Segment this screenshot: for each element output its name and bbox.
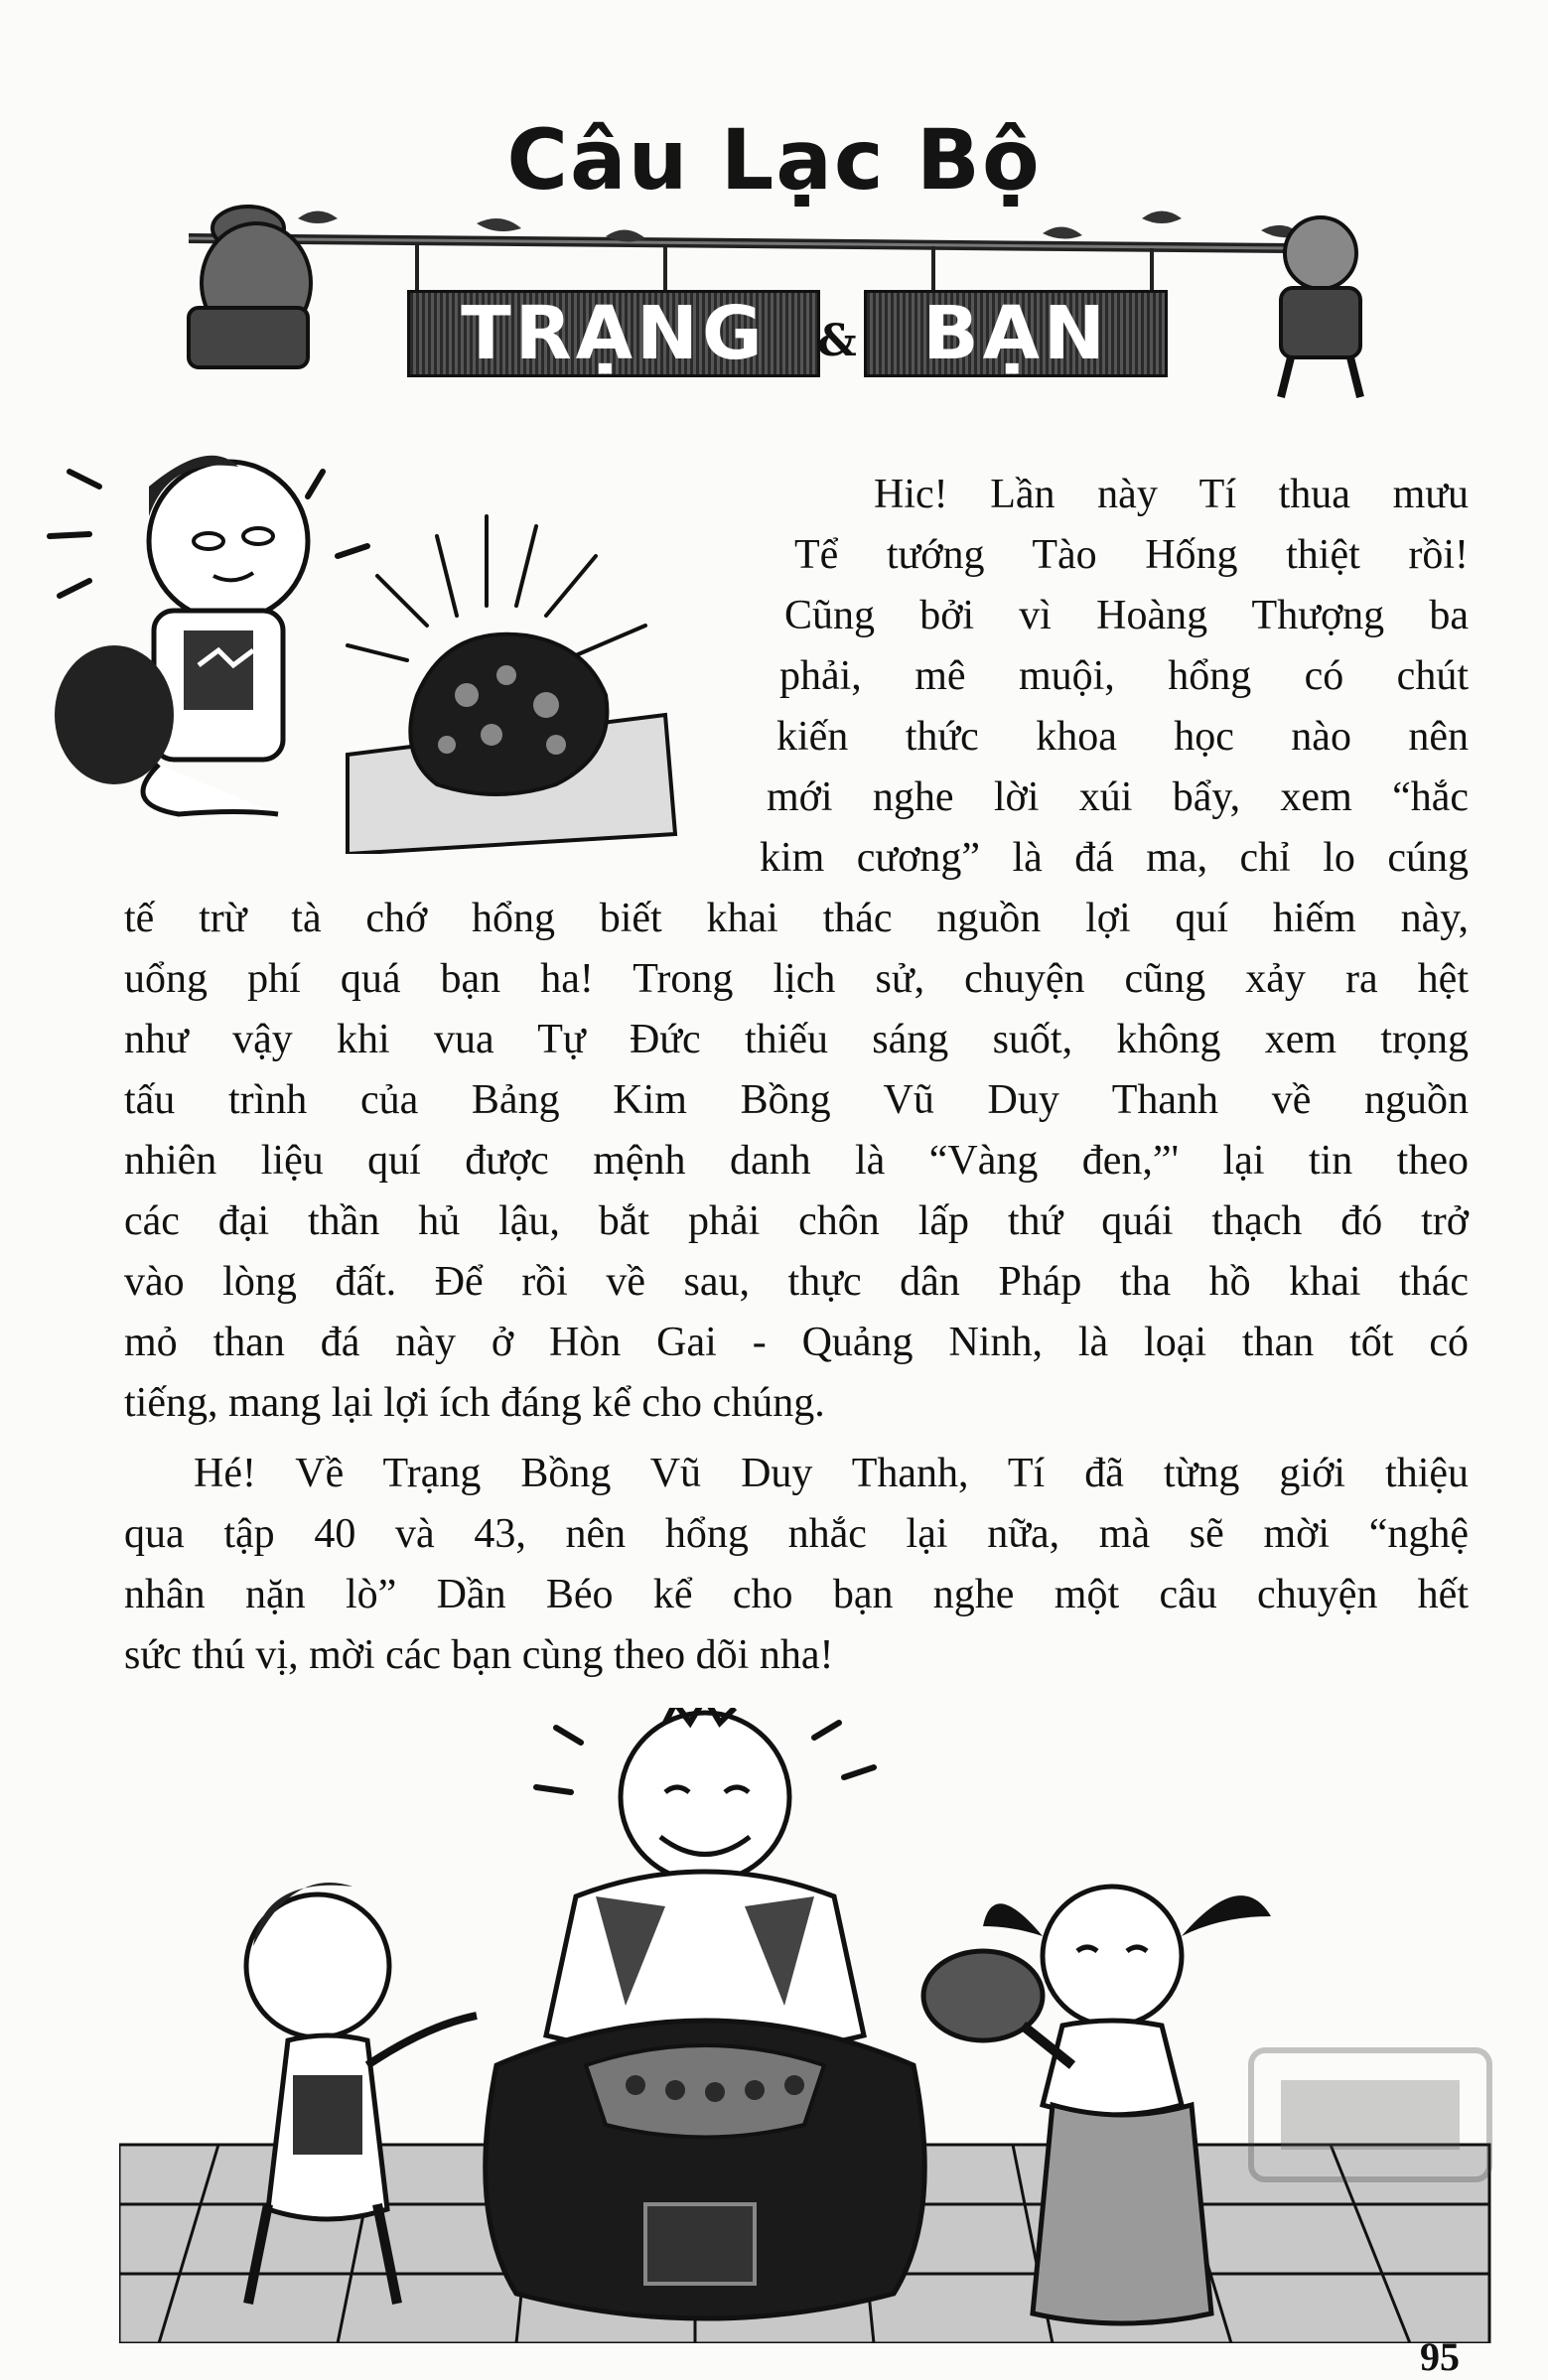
thinking-boy-illustration: [40, 437, 755, 854]
intro-line: phải, mê muội, hổng có chút: [779, 653, 1469, 699]
paragraph-line: sức thú vị, mời các bạn cùng theo dõi nha!: [124, 1632, 834, 1678]
kiln-scene-illustration: [119, 1708, 1509, 2343]
page-number: 95: [1420, 2334, 1460, 2379]
intro-line: kim cương” là đá ma, chỉ lo cúng: [760, 835, 1469, 881]
body-line: nhiên liệu quí được mệnh danh là “Vàng đen,”' lại tin theo: [124, 1138, 1469, 1184]
intro-line: mới nghe lời xúi bẩy, xem “hắc: [767, 774, 1469, 820]
paragraph-line: nhân nặn lò” Dần Béo kể cho bạn nghe một câu chuyện hết: [124, 1572, 1469, 1617]
body-line: tế trừ tà chớ hổng biết khai thác nguồn lợi quí hiếm này,: [124, 896, 1469, 941]
body-line: uổng phí quá bạn ha! Trong lịch sử, chuyện cũng xảy ra hệt: [124, 956, 1469, 1002]
intro-line: Tể tướng Tào Hống thiệt rồi!: [794, 532, 1469, 578]
right-character-icon: [1281, 217, 1360, 397]
intro-line: kiến thức khoa học nào nên: [776, 714, 1469, 760]
paragraph-line: qua tập 40 và 43, nên hổng nhắc lại nữa, mà sẽ mời “nghệ: [124, 1511, 1469, 1557]
intro-line: Hic! Lần này Tí thua mưu: [874, 472, 1469, 517]
left-character-icon: [189, 207, 311, 367]
body-line: như vậy khi vua Tự Đức thiếu sáng suốt, không xem trọng: [124, 1017, 1469, 1062]
intro-line: Cũng bởi vì Hoàng Thượng ba: [784, 593, 1469, 638]
body-line: các đại thần hủ lậu, bắt phải chôn lấp thứ quái thạch đó trở: [124, 1198, 1469, 1244]
paragraph-line: Hé! Về Trạng Bồng Vũ Duy Thanh, Tí đã từng giới thiệu: [194, 1451, 1469, 1496]
sign-ampersand: &: [817, 316, 857, 366]
body-line: vào lòng đất. Để rồi về sau, thực dân Pháp tha hồ khai thác: [124, 1259, 1469, 1305]
watermark-logo-icon: [1241, 2040, 1499, 2189]
sign-ban: BẠN: [864, 290, 1168, 377]
sign-trang: TRẠNG: [407, 290, 820, 377]
header-title: Câu Lạc Bộ: [506, 111, 1042, 209]
body-line: tiếng, mang lại lợi ích đáng kể cho chúng.: [124, 1380, 825, 1426]
body-line: mỏ than đá này ở Hòn Gai - Quảng Ninh, là loại than tốt có: [124, 1320, 1469, 1365]
body-line: tấu trình của Bảng Kim Bồng Vũ Duy Thanh về nguồn: [124, 1077, 1469, 1123]
